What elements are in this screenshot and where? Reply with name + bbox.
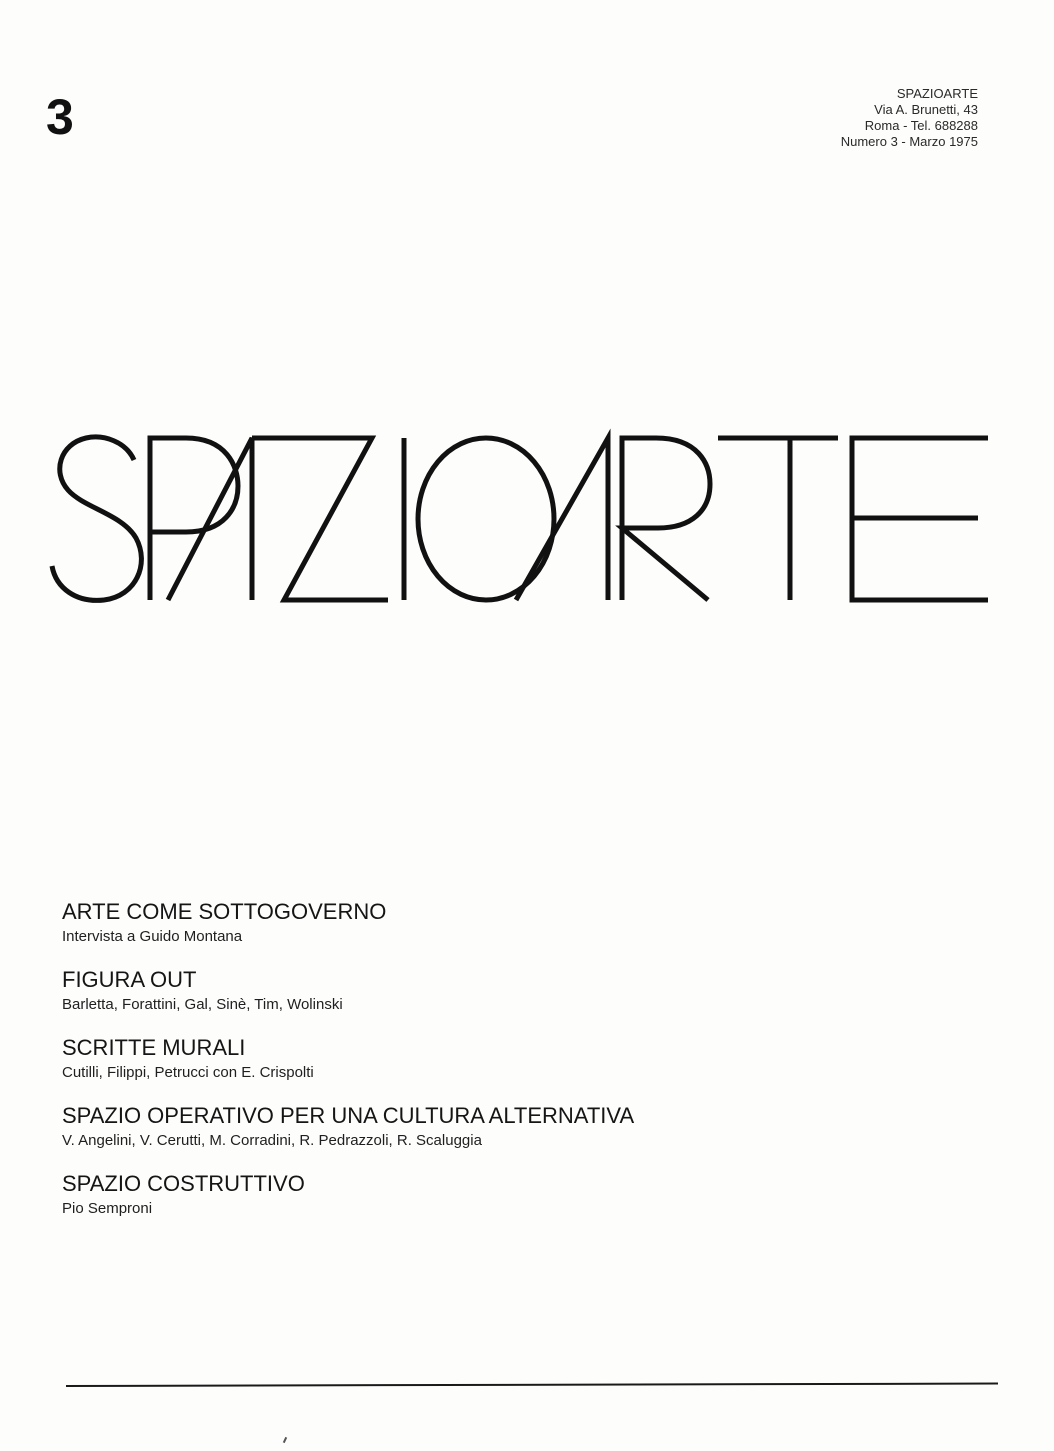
publisher-address: Via A. Brunetti, 43: [874, 102, 978, 117]
table-of-contents: [62, 898, 962, 1238]
publisher-info: [841, 86, 978, 150]
toc-item: [62, 1034, 962, 1084]
toc-authors: Cutilli, Filippi, Petrucci con E. Crispolti: [62, 1064, 314, 1081]
toc-item: [62, 898, 962, 948]
print-speck: [283, 1437, 287, 1443]
spazioarte-logo: [48, 428, 988, 608]
toc-title: FIGURA OUT: [62, 967, 197, 992]
publisher-name: SPAZIOARTE: [896, 86, 978, 101]
publisher-city-phone: Roma - Tel. 688288: [864, 118, 978, 133]
toc-title: SPAZIO OPERATIVO PER UNA CULTURA ALTERNATIVA: [62, 1103, 635, 1128]
issue-number: 3: [46, 89, 74, 145]
toc-authors: Intervista a Guido Montana: [62, 928, 243, 945]
toc-title: SCRITTE MURALI: [62, 1035, 246, 1060]
toc-title: SPAZIO COSTRUTTIVO: [62, 1171, 305, 1196]
toc-title: ARTE COME SOTTOGOVERNO: [62, 899, 387, 924]
toc-authors: V. Angelini, V. Cerutti, M. Corradini, R. Pedrazzoli, R. Scaluggia: [62, 1132, 482, 1149]
issue-date: Numero 3 - Marzo 1975: [840, 134, 978, 149]
toc-item: [62, 1170, 962, 1220]
toc-authors: Barletta, Forattini, Gal, Sinè, Tim, Wolinski: [62, 996, 343, 1013]
toc-authors: Pio Semproni: [62, 1200, 153, 1217]
toc-item: [62, 1102, 962, 1152]
toc-item: [62, 966, 962, 1016]
bottom-rule: [66, 1383, 998, 1387]
